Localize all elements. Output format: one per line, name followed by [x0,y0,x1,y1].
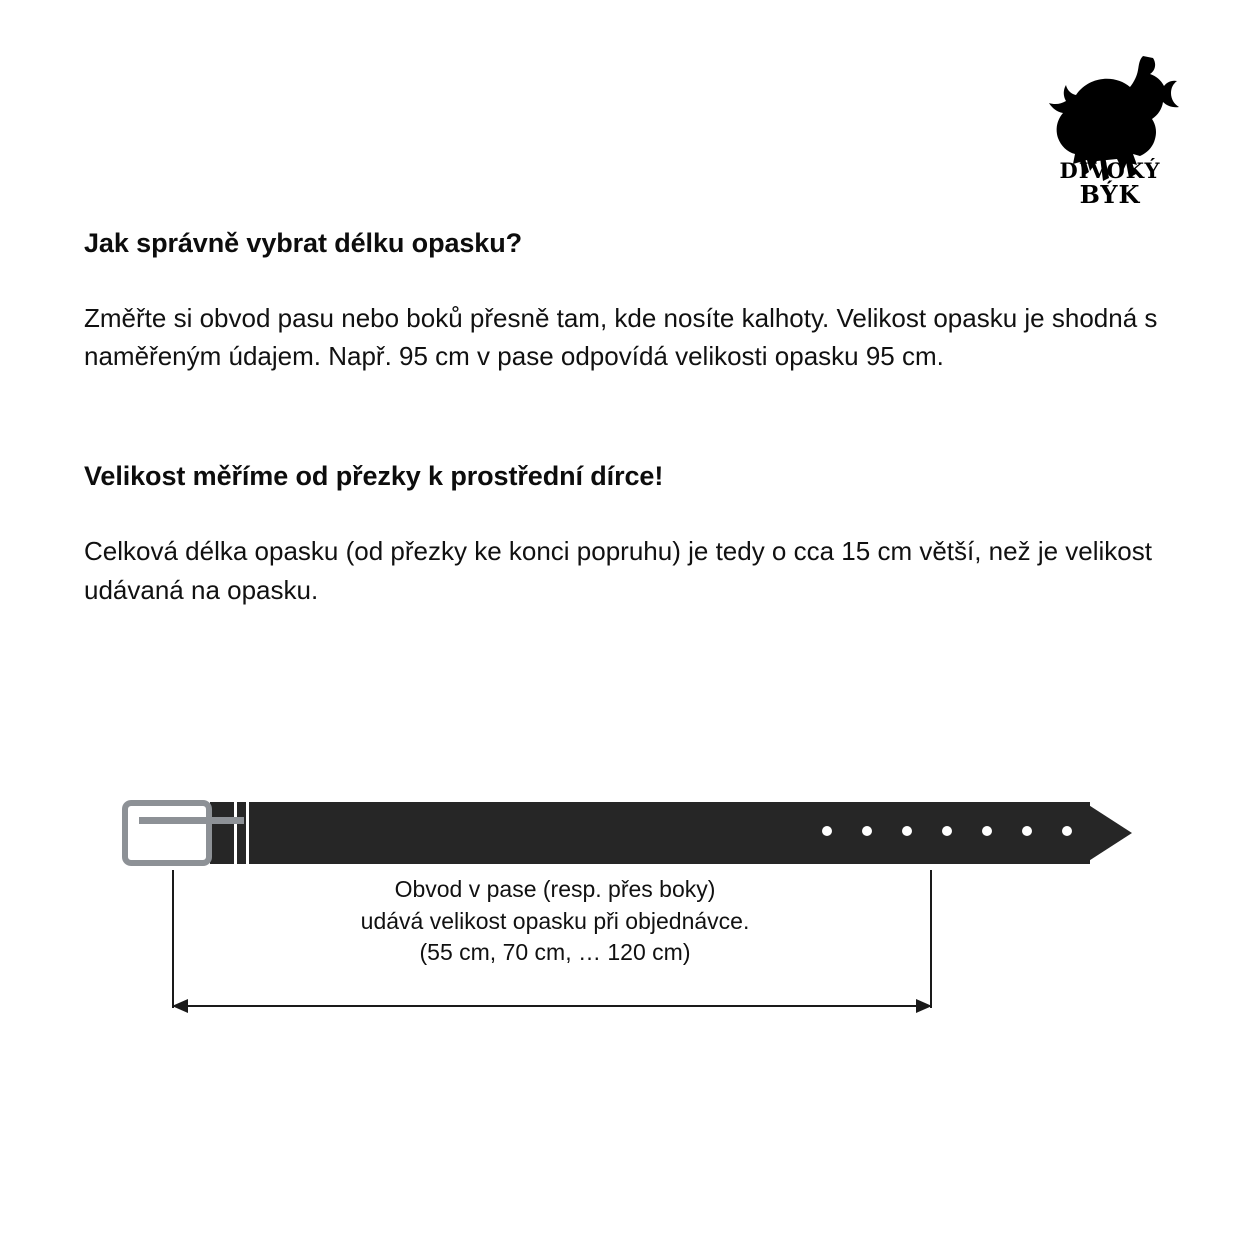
paragraph-total-length: Celková délka opasku (od přezky ke konci popruhu) je tedy o cca 15 cm větší, než je velikost udávaná na opasku. [84,536,1152,605]
belt-hole [862,826,872,836]
brand-logo [1025,40,1195,205]
belt-tip [1084,802,1132,864]
heading-measure-from-buckle: Velikost měříme od přezky k prostřední dírce! [84,461,664,492]
belt-hole [822,826,832,836]
belt-hole [902,826,912,836]
belt-illustration [122,790,1132,866]
measurement-caption [240,874,870,969]
belt-stitch-line [234,802,237,864]
buckle-prong [180,817,244,824]
measure-tick-start [172,870,174,1008]
measure-arrow [172,994,932,1018]
belt-stitch-line [246,802,249,864]
bull-icon [1025,40,1195,205]
belt-hole [1062,826,1072,836]
paragraph-measure-waist: Změřte si obvod pasu nebo boků přesně tam, kde nosíte kalhoty. Velikost opasku je shodná s naměřeným údajem. Např. 95 cm v pase odpovídá velikosti opasku 95 cm. [84,303,1158,372]
logo-text-line2: BÝK [1079,180,1141,205]
belt-measurement-diagram [0,770,1250,1070]
caption-line-2: udává velikost opasku při objednávce. [360,907,750,934]
belt-holes [822,826,1072,840]
belt-buckle [122,800,212,866]
logo-text-line1: DIVOKÝ [1059,158,1161,183]
measure-tick-end [930,870,932,1008]
instructions-block [84,228,1174,609]
spacer [84,375,1174,461]
belt-hole [942,826,952,836]
heading-choose-length: Jak správně vybrat délku opasku? [84,228,522,258]
belt-hole [982,826,992,836]
caption-line-1: Obvod v pase (resp. přes boky) [394,876,716,902]
caption-line-3: (55 cm, 70 cm, … 120 cm) [419,939,691,966]
belt-hole [1022,826,1032,836]
